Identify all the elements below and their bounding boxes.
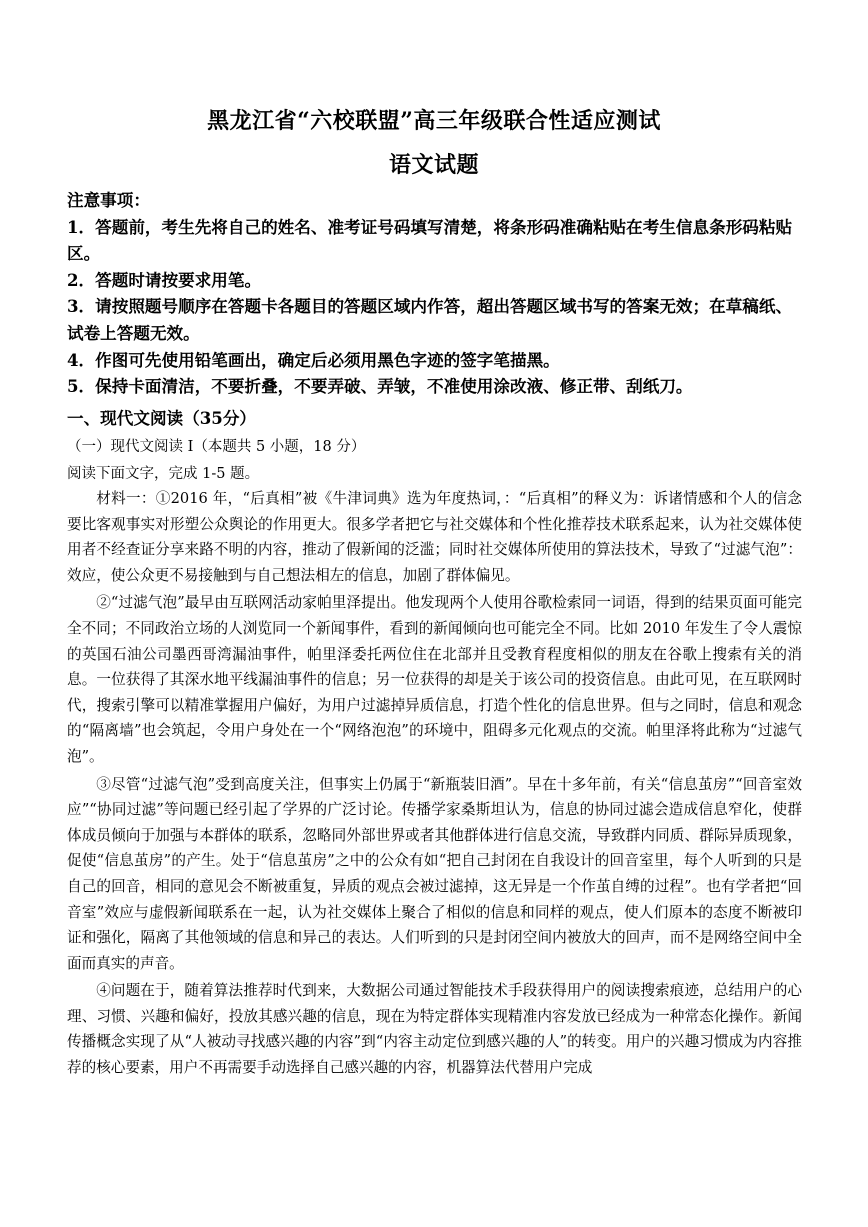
- notes-block: [67, 187, 802, 400]
- note-item: 4．作图可先使用铅笔画出，确定后必须用黑色字迹的签字笔描黑。: [67, 349, 560, 370]
- paragraph: 材料一：①2016 年，“后真相”被《牛津词典》选为年度热词，：“后真相”的释义为：诉诸情感和个人的信念要比客观事实对形塑公众舆论的作用更大。很多学者把它与社交媒体和个性化推荐技术联系起来，认为社交媒体使用者不经查证分享来路不明的内容，推动了假新闻的泛滥；同时社交媒体所使用的算法技术，导致了“过滤气泡”：效应，使公众更不易接触到与自己想法相左的信息，加剧了群体偏见。: [67, 490, 802, 584]
- subsection-title: （一）现代文阅读 I（本题共 5 小题，18 分）: [67, 439, 366, 455]
- exam-title: 黑龙江省“六校联盟”高三年级联合性适应测试: [207, 108, 661, 134]
- exam-subtitle: 语文试题: [388, 152, 479, 178]
- note-item: 2．答题时请按要求用笔。: [67, 269, 262, 290]
- note-item: 3．请按照题号顺序在答题卡各题目的答题区域内作答，超出答题区域书写的答案无效；在草稿纸、试卷上答题无效。: [67, 296, 793, 343]
- note-item: 5．保持卡面清洁，不要折叠，不要弄破、弄皱，不准使用涂改液、修正带、刮纸刀。: [67, 376, 693, 397]
- reading-instruction: 阅读下面文字，完成 1-5 题。: [67, 466, 260, 482]
- section-title: 一、现代文阅读（35分）: [67, 408, 257, 428]
- note-item: 1．答题前，考生先将自己的姓名、准考证号码填写清楚，将条形码准确粘贴在考生信息条形码粘贴区。: [67, 216, 793, 264]
- reading-material: [67, 486, 802, 1083]
- notes-heading: 注意事项：: [67, 190, 150, 210]
- paragraph: ②“过滤气泡”最早由互联网活动家帕里泽提出。他发现两个人使用谷歌检索同一词语，得到的结果页面可能完全不同；不同政治立场的人浏览同一个新闻事件，看到的新闻倾向也可能完全不同。比如 2010 年发生了令人震惊的英国石油公司墨西哥湾漏油事件，帕里泽委托两位住在北部并且受教育程度相似的朋友在谷歌上搜索有关的消息。一位获得了其深水地平线漏油事件的信息；另一位获得的却是关于该公司的投资信息。由此可见，在互联网时代，搜索引擎可以精准掌握用户偏好，为用户过滤掉异质信息，打造个性化的信息世界。但与之同时，信息和观念的“隔离墙”也会筑起，令用户身处在一个“网络泡泡”的环境中，阻碍多元化观点的交流。帕里泽将此称为“过滤气泡”。: [67, 594, 802, 765]
- paragraph: ④问题在于，随着算法推荐时代到来，大数据公司通过智能技术手段获得用户的阅读搜索痕迹，总结用户的心理、习惯、兴趣和偏好，投放其感兴趣的信息，现在为特定群体实现精准内容发放已经成为一种常态化操作。新闻传播概念实现了从“人被动寻找感兴趣的内容”到“内容主动定位到感兴趣的人”的转变。用户的兴趣习惯成为内容推荐的核心要素，用户不再需要手动选择自己感兴趣的内容，机器算法代替用户完成: [67, 982, 802, 1077]
- paragraph: ③尽管“过滤气泡”受到高度关注，但事实上仍属于“新瓶装旧酒”。早在十多年前，有关“信息茧房”“回音室效应”“协同过滤”等问题已经引起了学界的广泛讨论。传播学家桑斯坦认为，信息的协同过滤会造成信息窄化，使群体成员倾向于加强与本群体的联系，忽略同外部世界或者其他群体进行信息交流，导致群内同质、群际异质现象，促使“信息茧房”的产生。处于“信息茧房”之中的公众有如“把自己封闭在自我设计的回音室里，每个人听到的只是自己的回音，相同的意见会不断被重复，异质的观点会被过滤掉，这无异是一个作茧自缚的过程”。也有学者把“回音室”效应与虚假新闻联系在一起，认为社交媒体上聚合了相似的信息和同样的观点，使人们原本的态度不断被印证和强化，隔离了其他领域的信息和异己的表达。人们听到的只是封闭空间内被放大的回声，而不是网络空间中全面而真实的声音。: [67, 775, 802, 972]
